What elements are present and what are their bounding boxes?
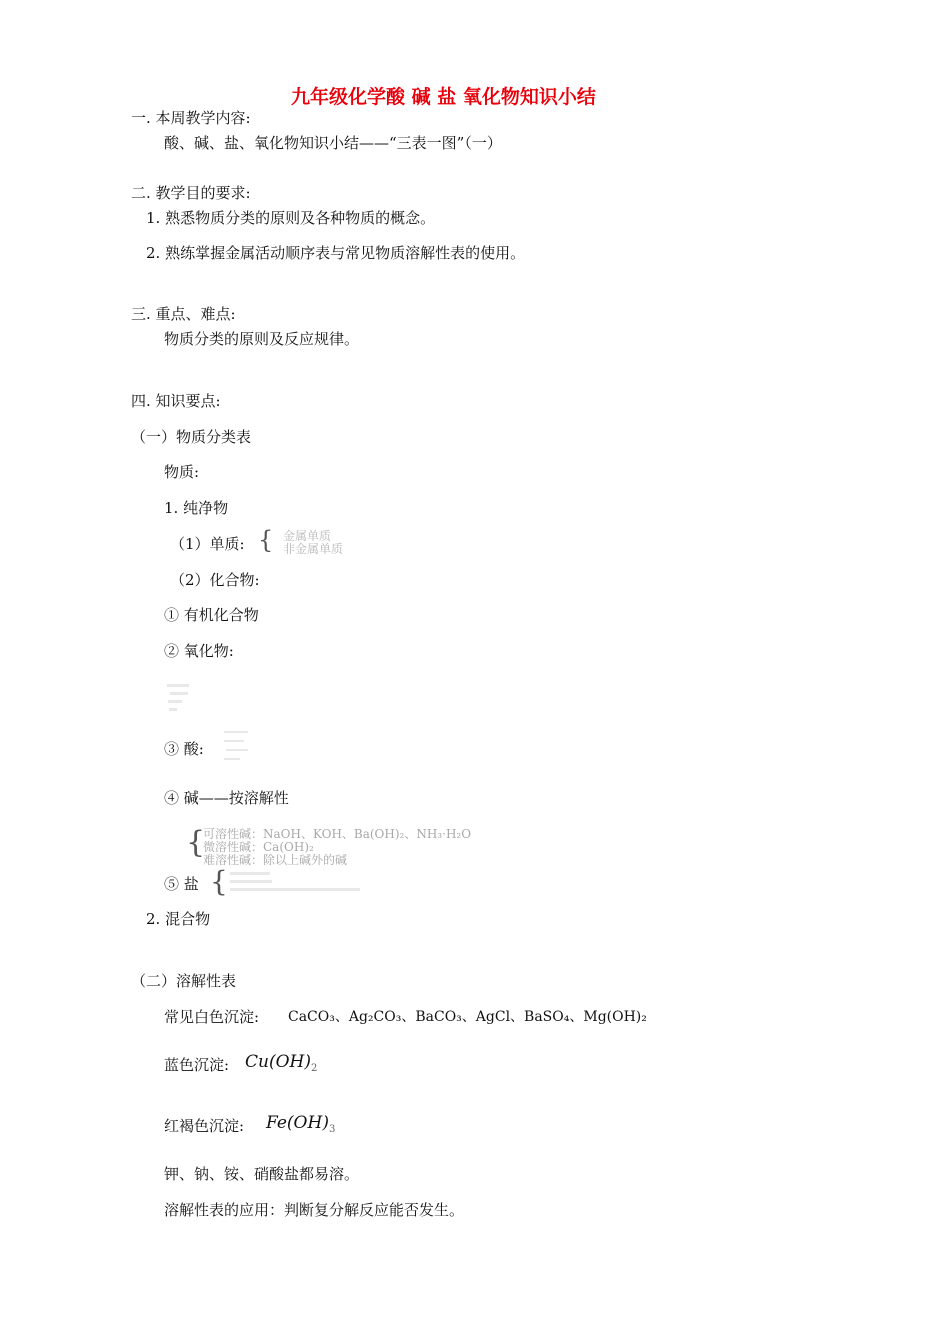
base-label: ④ 碱——按溶解性 bbox=[164, 789, 289, 807]
oxide-diagram-mark bbox=[169, 708, 177, 711]
solubility-application: 溶解性表的应用：判断复分解反应能否发生。 bbox=[164, 1201, 465, 1219]
acid-diagram-mark bbox=[224, 758, 240, 760]
goal-item-1: 1. 熟悉物质分类的原则及各种物质的概念。 bbox=[146, 209, 436, 227]
white-precipitate-label: 常见白色沉淀: bbox=[164, 1008, 260, 1026]
blue-precipitate-label: 蓝色沉淀: bbox=[164, 1056, 230, 1074]
soluble-salts-note: 钾、钠、铵、硝酸盐都易溶。 bbox=[164, 1165, 360, 1183]
acid-diagram-mark bbox=[226, 749, 248, 751]
part-2-heading: （二）溶解性表 bbox=[131, 972, 237, 990]
oxide-diagram-mark bbox=[168, 700, 182, 703]
organic-compound-label: ① 有机化合物 bbox=[164, 606, 259, 624]
substance-label: 物质: bbox=[164, 463, 200, 481]
red-precipitate-label: 红褐色沉淀: bbox=[164, 1117, 245, 1135]
element-label: （1）单质: bbox=[170, 535, 245, 553]
white-precipitate-list: CaCO₃、Ag₂CO₃、BaCO₃、AgCl、BaSO₄、Mg(OH)₂ bbox=[288, 1009, 647, 1025]
mixture-label: 2. 混合物 bbox=[146, 910, 211, 928]
base-brace-icon: { bbox=[186, 825, 206, 860]
blue-formula-main: Cu(OH) bbox=[245, 1052, 311, 1072]
salt-label: ⑤ 盐 bbox=[164, 875, 199, 893]
section-3-heading: 三. 重点、难点: bbox=[131, 305, 236, 323]
base-branch-soluble: 可溶性碱：NaOH、KOH、Ba(OH)₂、NH₃·H₂O bbox=[203, 827, 472, 841]
element-brace-icon: { bbox=[258, 526, 274, 554]
red-precipitate-formula bbox=[266, 1113, 335, 1135]
salt-diagram-mark bbox=[230, 872, 270, 875]
goal-item-2: 2. 熟练掌握金属活动顺序表与常见物质溶解性表的使用。 bbox=[146, 244, 526, 262]
section-1-content: 酸、碱、盐、氧化物知识小结——“三表一图”（一） bbox=[164, 134, 502, 152]
salt-diagram-mark bbox=[230, 880, 272, 883]
salt-diagram-mark bbox=[230, 888, 360, 891]
document-title: 九年级化学酸 碱 盐 氧化物知识小结 bbox=[291, 86, 596, 108]
part-1-heading: （一）物质分类表 bbox=[131, 428, 252, 446]
element-branch-nonmetal: 非金属单质 bbox=[283, 542, 344, 556]
oxide-diagram-mark bbox=[170, 692, 188, 695]
section-3-content: 物质分类的原则及反应规律。 bbox=[164, 330, 360, 348]
compound-label: （2）化合物: bbox=[170, 571, 260, 589]
pure-substance-label: 1. 纯净物 bbox=[164, 499, 229, 517]
blue-precipitate-formula bbox=[245, 1052, 317, 1074]
section-4-heading: 四. 知识要点: bbox=[131, 392, 221, 410]
blue-formula-subscript: 2 bbox=[310, 1063, 318, 1074]
red-formula-subscript: 3 bbox=[328, 1124, 336, 1135]
base-branch-insoluble: 难溶性碱：除以上碱外的碱 bbox=[203, 853, 348, 867]
oxide-diagram-mark bbox=[167, 684, 189, 687]
section-2-heading: 二. 教学目的要求: bbox=[131, 184, 251, 202]
acid-diagram-mark bbox=[224, 731, 248, 733]
base-branch-slightly-soluble: 微溶性碱：Ca(OH)₂ bbox=[203, 840, 314, 854]
red-formula-main: Fe(OH) bbox=[266, 1113, 329, 1133]
acid-diagram-mark bbox=[224, 740, 244, 742]
acid-label: ③ 酸: bbox=[164, 740, 204, 758]
oxide-label: ② 氧化物: bbox=[164, 642, 234, 660]
salt-brace-icon: { bbox=[210, 865, 228, 898]
element-branch-metal: 金属单质 bbox=[283, 529, 332, 543]
section-1-heading: 一. 本周教学内容: bbox=[131, 109, 251, 127]
